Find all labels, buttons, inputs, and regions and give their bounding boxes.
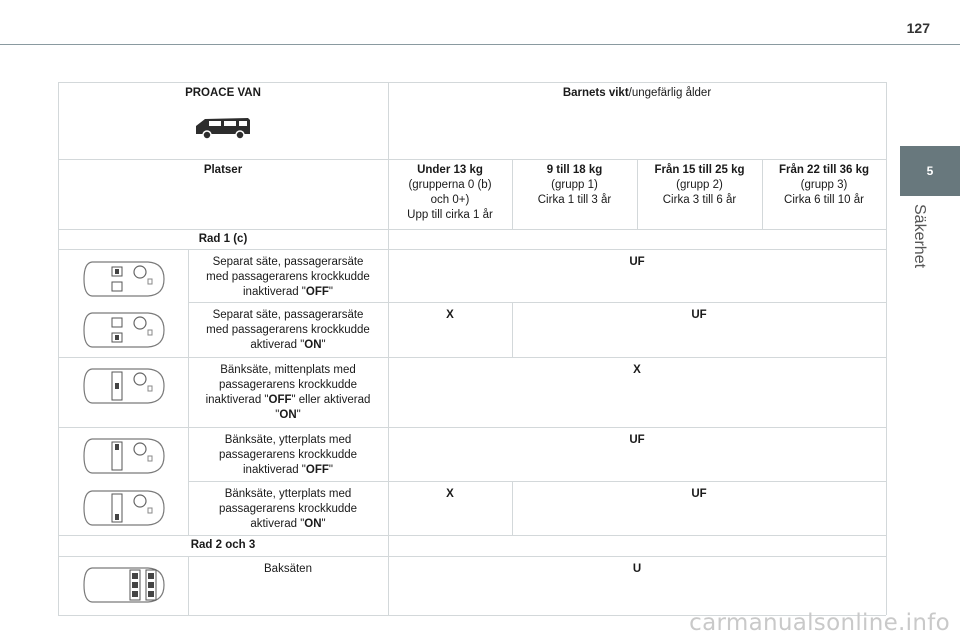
row-value: X xyxy=(633,364,641,376)
seat-diagram-icon xyxy=(82,565,166,605)
row-text-bold: ON xyxy=(279,409,297,421)
row-text: passagerarens krockkudde xyxy=(218,449,358,461)
row-label-separate-off xyxy=(188,249,388,300)
row-label-bench-outer-off xyxy=(188,427,388,478)
column-text: Cirka 3 till 6 år xyxy=(662,194,737,206)
column-text: Cirka 1 till 3 år xyxy=(537,194,612,206)
row-text: passagerarens krockkudde xyxy=(218,379,358,391)
section-row-1: Rad 1 (c) xyxy=(198,233,248,245)
seat-diagram-icon xyxy=(82,310,166,350)
table-border-right xyxy=(886,82,887,615)
row-text: Separat säte, passagerarsäte xyxy=(212,256,364,268)
column-text: Cirka 6 till 10 år xyxy=(784,194,864,206)
column-title: Från 22 till 36 kg xyxy=(778,164,870,176)
column-header-group0 xyxy=(388,159,512,223)
row-text-bold: OFF xyxy=(305,464,329,476)
column-title: 9 till 18 kg xyxy=(546,164,603,176)
row-text-part: " xyxy=(328,464,333,476)
column-header-group3 xyxy=(762,159,886,208)
weight-header xyxy=(388,82,886,101)
column-header-group2 xyxy=(637,159,762,208)
row-text xyxy=(188,408,388,423)
row-text-part: " xyxy=(275,409,280,421)
row-text-bold: ON xyxy=(304,518,322,530)
column-header-group1 xyxy=(512,159,637,208)
row-text-bold: OFF xyxy=(268,394,292,406)
row-text: med passagerarens krockkudde xyxy=(206,271,370,283)
column-text: (grupp 3) xyxy=(800,179,848,191)
row-text-part: inaktiverad " xyxy=(205,394,269,406)
row-value: X xyxy=(446,488,454,500)
row-label-bench-outer-on xyxy=(188,481,388,532)
row-text: med passagerarens krockkudde xyxy=(206,324,370,336)
seat-diagram-icon xyxy=(82,436,166,476)
row-text-part: aktiverad " xyxy=(250,339,305,351)
column-title: Under 13 kg xyxy=(417,164,483,176)
row-value: U xyxy=(632,563,642,575)
row-value: UF xyxy=(629,434,645,446)
section-row-2-3: Rad 2 och 3 xyxy=(190,539,256,551)
row-text-part: " xyxy=(296,409,301,421)
column-text: (grupperna 0 (b) xyxy=(408,179,492,191)
row-text-part: inaktiverad " xyxy=(243,286,306,298)
vehicle-header: PROACE VAN xyxy=(185,87,261,99)
seat-diagram-icon xyxy=(82,488,166,528)
row-value: X xyxy=(446,309,454,321)
row-text xyxy=(188,393,388,408)
row-text: Bänksäte, mittenplats med xyxy=(220,364,356,376)
seat-diagram-icon xyxy=(82,259,166,299)
row-text xyxy=(188,463,388,478)
page-number: 127 xyxy=(906,20,930,36)
row-value: UF xyxy=(629,256,645,268)
row-text-part: " xyxy=(328,286,333,298)
row-text: Bänksäte, ytterplats med xyxy=(224,488,352,500)
row-text xyxy=(188,338,388,353)
row-text-part: " xyxy=(321,518,326,530)
row-text-part: inaktiverad " xyxy=(243,464,306,476)
chapter-title-text: Säkerhet xyxy=(911,204,928,269)
row-text xyxy=(188,517,388,532)
header-rule xyxy=(0,44,960,45)
row-value: UF xyxy=(691,488,707,500)
row-text: passagerarens krockkudde xyxy=(218,503,358,515)
weight-header-bold: Barnets vikt xyxy=(562,87,629,99)
van-icon xyxy=(193,114,253,140)
places-header: Platser xyxy=(203,164,243,176)
column-text: (grupp 1) xyxy=(551,179,598,191)
row-label-separate-on xyxy=(188,302,388,353)
column-text: och 0+) xyxy=(430,194,470,206)
row-text-part: aktiverad " xyxy=(250,518,305,530)
row-text-bold: ON xyxy=(304,339,322,351)
row-label-rear-seats: Baksäten xyxy=(264,563,312,575)
row-label-bench-middle xyxy=(188,357,388,423)
row-text: Bänksäte, ytterplats med xyxy=(224,434,352,446)
row-value: UF xyxy=(691,309,707,321)
row-text xyxy=(188,285,388,300)
column-text: Upp till cirka 1 år xyxy=(407,209,493,221)
watermark: carmanualsonline.info xyxy=(689,610,950,636)
weight-header-rest: /ungefärlig ålder xyxy=(628,87,712,99)
row-text-part: " eller aktiverad xyxy=(291,394,371,406)
row-text-part: " xyxy=(321,339,326,351)
seat-diagram-icon xyxy=(82,366,166,406)
column-title: Från 15 till 25 kg xyxy=(654,164,745,176)
row-text-bold: OFF xyxy=(305,286,329,298)
chapter-title xyxy=(896,198,960,298)
column-text: (grupp 2) xyxy=(676,179,723,191)
row-text: Separat säte, passagerarsäte xyxy=(212,309,364,321)
chapter-tab[interactable]: 5 xyxy=(900,146,960,196)
